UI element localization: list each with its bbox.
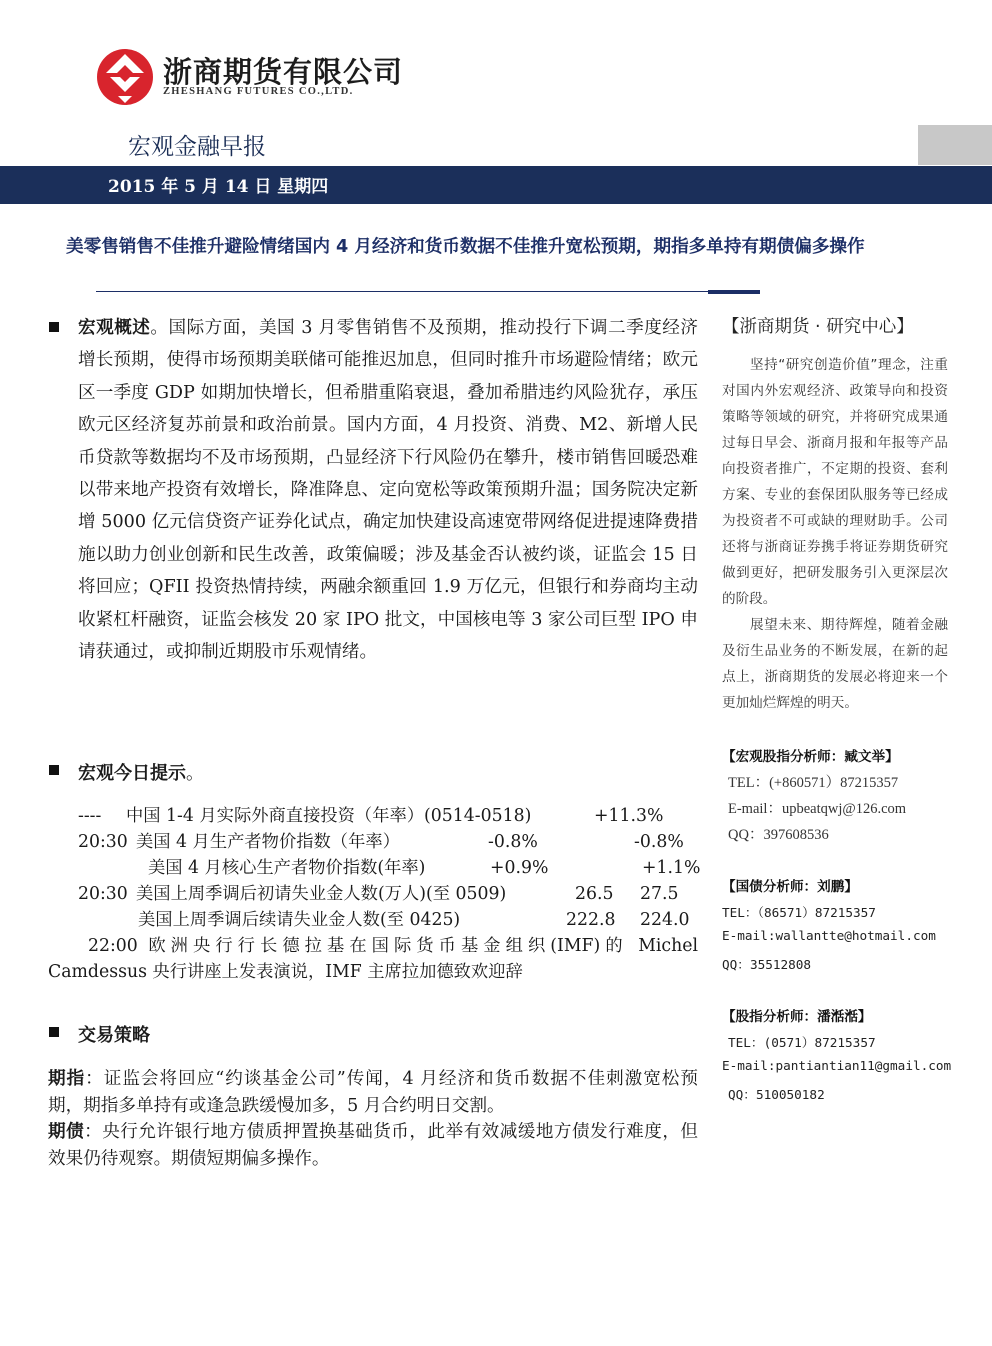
analyst-title: 【国债分析师：刘鹏】 xyxy=(722,879,858,895)
tip-prev: -0.8% xyxy=(488,832,538,852)
strategy-section-title: 交易策略 xyxy=(78,1025,150,1046)
tips-section-title xyxy=(78,759,204,785)
strategy-item-bond-futures xyxy=(48,1119,698,1172)
analyst-title: 【股指分析师：潘湉湉】 xyxy=(722,1009,872,1025)
strategy-text: ：央行允许银行地方债质押置换基础货币，此举有效减缓地方债发行难度，但效果仍待观察。期债短期偏多操作。 xyxy=(48,1122,698,1169)
bullet-square-icon xyxy=(49,322,59,332)
research-center-heading: 【浙商期货 · 研究中心】 xyxy=(722,317,914,337)
company-logo-icon xyxy=(96,48,154,106)
analyst-tel: TEL：（86571）87215357 xyxy=(722,905,876,920)
analyst-qq: QQ：510050182 xyxy=(728,1087,825,1102)
bullet-square-icon xyxy=(49,1027,59,1037)
report-title: 宏观金融早报 xyxy=(128,134,266,160)
tip-event-line: Camdessus 央行讲座上发表演说，IMF 主席拉加德致欢迎辞 xyxy=(48,962,523,982)
analyst-email[interactable]: E-mail:wallantte@hotmail.com xyxy=(722,928,936,943)
headline-divider xyxy=(96,291,708,292)
tip-value: 27.5 xyxy=(640,884,679,904)
macro-overview-body: 。国际方面，美国 3 月零售销售不及预期，推动投行下调二季度经济增长预期，使得市场预期美联储可能推迟加息，但同时推升市场避险情绪；欧元区一季度 GDP 如期加快增长，但希腊重陷衰退，叠加希腊违约风险犹存，承压欧元区经济复苏前景和政治前景。国内方面，4 月投资、消费、M2、新增人民币贷款等数据均不及市场预期，凸显经济下行风险仍在攀升，楼市销售回暖恐难以带来地产投资有效增长，降准降息、定向宽松等政策预期升温；国务院决定新增 5000 亿元信贷资产证券化试点，确定加快建设高速宽带网络促进提速降费措施以助力创业创新和民生改善，政策偏暖；涉及基金否认被约谈，证监会 15 日将回应；QFII 投资热情持续，两融余额重回 1.9 万亿元，但银行和券商均主动收紧杠杆融资，证监会核发 20 家 IPO 批文，中国核电等 3 家公司巨型 IPO 申请获通过，或抑制近期股市乐观情绪。 xyxy=(78,318,698,663)
tip-value: 224.0 xyxy=(640,910,690,930)
analyst-qq: QQ：35512808 xyxy=(722,957,812,972)
tip-item: 美国上周季调后初请失业金人数(万人)(至 0509) xyxy=(136,884,507,904)
company-name-en: ZHESHANG FUTURES CO.,LTD. xyxy=(163,86,354,97)
company-name-cn: 浙商期货有限公司 xyxy=(163,55,404,89)
strategy-label: 期指 xyxy=(48,1069,86,1089)
strategy-label: 期债 xyxy=(48,1122,85,1142)
analyst-qq: QQ：397608536 xyxy=(728,827,829,843)
analyst-title: 【宏观股指分析师：臧文举】 xyxy=(722,749,899,765)
report-headline: 美零售销售不佳推升避险情绪国内 4 月经济和货币数据不佳推升宽松预期，期指多单持有期债偏多操作 xyxy=(66,237,865,257)
macro-overview xyxy=(78,312,698,668)
strategy-item-index-futures xyxy=(48,1066,698,1119)
header-decor-block xyxy=(918,125,992,165)
tip-prev: 222.8 xyxy=(566,910,616,930)
tip-time: 20:30 xyxy=(78,832,128,852)
tip-value: +11.3% xyxy=(594,806,664,826)
tips-title-suffix: 。 xyxy=(186,763,204,784)
tip-prev: 26.5 xyxy=(575,884,614,904)
analyst-email[interactable]: E-mail：upbeatqwj@126.com xyxy=(728,801,907,817)
tip-prev: +0.9% xyxy=(490,858,549,878)
tip-time: ---- xyxy=(78,806,102,826)
analyst-email[interactable]: E-mail:pantiantian11@gmail.com xyxy=(722,1058,952,1073)
tip-item: 中国 1-4 月实际外商直接投资（年率）(0514-0518) xyxy=(126,806,532,826)
bullet-square-icon xyxy=(49,765,59,775)
tips-title-text: 宏观今日提示 xyxy=(78,763,186,784)
analyst-tel: TEL：(0571）87215357 xyxy=(728,1035,876,1050)
research-center-intro: 坚持“研究创造价值”理念，注重对国内外宏观经济、政策导向和投资策略等领域的研究，并将研究成果通过每日早会、浙商月报和年报等产品向投资者推广，不定期的投资、套利方案、专业的套保团队服务等已经成为投资者不可或缺的理财助手。公司还将与浙商证券携手将证券期货研究做到更好，把研发服务引入更深层次的阶段。 xyxy=(722,357,948,607)
tip-event-line: 22:00 欧洲央行行长德拉基在国际货币基金组织(IMF)的 Michel xyxy=(88,936,698,956)
report-date: 2015 年 5 月 14 日 星期四 xyxy=(108,177,329,197)
tip-value: -0.8% xyxy=(634,832,684,852)
research-center-outlook: 展望未来、期待辉煌，随着金融及衍生品业务的不断发展，在新的起点上，浙商期货的发展必将迎来一个更加灿烂辉煌的明天。 xyxy=(722,617,948,711)
tip-value: +1.1% xyxy=(642,858,701,878)
headline-divider-accent xyxy=(708,290,760,294)
tip-item: 美国上周季调后续请失业金人数(至 0425) xyxy=(138,910,461,930)
macro-overview-title: 宏观概述 xyxy=(78,318,151,338)
tip-item: 美国 4 月生产者物价指数（年率） xyxy=(136,832,400,852)
analyst-tel: TEL：(+860571）87215357 xyxy=(728,775,899,791)
strategy-text: ：证监会将回应“约谈基金公司”传闻，4 月经济和货币数据不佳刺激宽松预期，期指多单持有或逢急跌缓慢加多，5 月合约明日交割。 xyxy=(48,1069,698,1116)
tip-time: 20:30 xyxy=(78,884,128,904)
tip-item: 美国 4 月核心生产者物价指数(年率) xyxy=(148,858,426,878)
